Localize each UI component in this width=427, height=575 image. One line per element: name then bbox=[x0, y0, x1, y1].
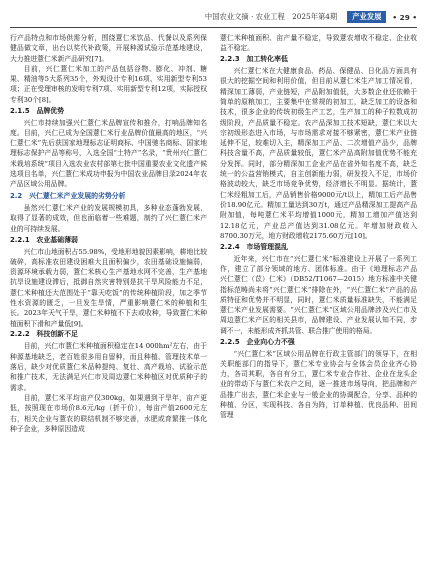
paragraph: 兴仁薏仁米在大健康食品、药品、保健品、日化品方面具有很大的挖掘空间和利用价值，但目前从薏仁米生产加工情况看，精深加工薄弱，产业链短，产品附加值低，大多数企业还依赖于简单的原粮加工，主要集中在常规的初加工，缺乏加工的设备和技术，很多企业的传统初级生产工艺，生产加工的种子粒数成初级阶段，产品质量不稳定。农产品深加工技术短缺，薏仁米以大宗初级形态进入市场，与市场需求对接不够紧密，薏仁米产业链延伸不足，较难切入主，精深加工产品、二次增值产品少，品牌科技含量不高，产品质量较低，薏仁米产品高附加值优势不能充分发挥。同时，部分精深加工企业产品在省外知名度不高，缺乏统一的公益营销模式，自主创新能力弱，研发投入不足，市场价格波动较大，缺乏市场竞争优势，经济增长不明显。据统计，薏仁米经粗加工后，产品销售价格9000元/t以上，精加工后产品售价18.90亿元。精加工量达到30万t，通过产品精深加工提高产品附加值，每吨薏仁米平均增值1000元，精加工增加产值达到12.18亿元，产业总产值达到31.08亿元。年增加财政收入8700.30万元，地方财政增收2175.60万元[10]。 bbox=[220, 67, 417, 240]
paragraph: 目前，兴仁薏仁米加工的产品包括谷物、膨化、冲剂、糖果、精油等5大系列35个，外观设计专利16项、实用新型专利53项；正在受理审核的发明专利7项、实用新型专利12项，实际授权专利30个[8]。 bbox=[10, 64, 207, 104]
paragraph: 兴仁市持续加强兴仁薏仁米品牌宣传和推介，打响品牌知名度。目前，兴仁已成为全国薏仁米行业品牌价值最高的地区，“兴仁薏仁米”先后获国家地理标志证明商标、中国驰名商标、国家地理标志保护产品等称号，入选全国“土特产”名录，“贵州兴仁薏仁米栽培系统”项目入选农业农村部第七批中国重要农业文化遗产候选项目名单，兴仁薏仁米成功申报为中国农业品牌目录2024年农产品区域公用品牌。 bbox=[10, 118, 207, 189]
article-body bbox=[10, 33, 424, 571]
subsection-heading: 2.2.4 市场管理混乱 bbox=[220, 242, 288, 251]
section-tag: 产业发展 bbox=[347, 11, 386, 23]
section-heading: 2.2 兴仁薏仁米产业发展的劣势分析 bbox=[10, 191, 126, 200]
page-number: • 29 • bbox=[392, 12, 417, 22]
subsection-heading: 2.2.2 科技创新不足 bbox=[10, 330, 78, 339]
running-header bbox=[10, 10, 417, 24]
paragraph: 行产品特点和市场供需分析，围绕薏仁米饮品、代餐以及系列保健品做文章，出台以奖代补政策，开展种源试验示范基地建设，大力推进薏仁米新产品研究[7]。 bbox=[10, 34, 207, 63]
paragraph: 兴仁市山地面积占55.98%，受地形地貌因素影响，耕地比较破碎，高标准农田建设困难大且面积偏少，农田基础设施偏弱，资源环境承载力弱，薏仁米核心生产基地水网不完善，生产基地抗旱设施建设滞后，抵御自然灾害特别是抗干旱风险能力不足，薏仁米种植还大范围处于“靠天吃饭”的传统种植阶段，加之季节性水资源的匮乏，一旦发生旱情，严重影响薏仁米的种植和生长。2023年天气干旱，薏仁米种植不下去或收种，导致薏仁米种植面积下滑和产量低[9]。 bbox=[10, 247, 207, 328]
right-column bbox=[220, 33, 424, 571]
subsection-heading: 2.1.5 品牌优势 bbox=[10, 106, 65, 115]
header-rule bbox=[10, 27, 417, 28]
subsection-heading: 2.2.1 农业基础薄弱 bbox=[10, 235, 78, 244]
left-column bbox=[10, 33, 207, 571]
paragraph: 近年来，兴仁市在“兴仁薏仁米”标准建设上开展了一系列工作，建立了部分领域的地方、团体标准。由于《地理标志产品 兴仁薏仁（苡）仁米》（DB52/T1067—2015）地方标准中关键指标范畴尚未将“兴仁薏仁米”排除在外，“兴仁薏仁米”产品的品质特征和优势并不明显，同时，薏仁米质量标准缺失，不能满足薏仁米产业发展需要。“兴仁薏仁米”区域公用品牌涉及兴仁市及周边薏仁米产区的相关县市，品牌建设、产业发展认知不同，步调不一，未能形成齐抓共管、联合推广使用的格局。 bbox=[220, 254, 424, 335]
subsection-heading: 2.2.5 企业向心力不强 bbox=[220, 337, 295, 346]
paragraph: 虽然兴仁薏仁米产业的发展规模初具，多种业态蓬勃发展，取得了显著的成效，但也面临着一些难题，制约了兴仁薏仁米产业的可持续发展。 bbox=[10, 204, 207, 233]
paragraph: 目前，兴仁市薏仁米种植面积稳定在14 000hm²左右，由于种源基地缺乏，老百姓很多用自留种，而且种植、管理技术单一落后，缺少对优质薏仁米品种提纯、复壮、高产栽培、试验示范和推广技术，无法满足兴仁市及周边薏仁米种植区对优质种子的需求。 bbox=[10, 342, 207, 392]
paragraph: 薏仁米种植面积、亩产量不稳定，导致薏农增收不稳定、企业收益不稳定。 bbox=[220, 34, 417, 53]
subsection-heading: 2.2.3 加工转化率低 bbox=[220, 55, 288, 64]
paragraph: “兴仁薏仁米”区域公用品牌在行政主管部门的领导下，在相关职能部门的指导下，薏仁米专业协会与全体会员企业齐心协力，各司其职，各自有分工，薏仁米专业合作社、企业在龙头企业的带动下与薏仁米农户之间，逐一推进市场导向，把品牌和产品推广出去，薏仁米企业与一般企业的协调配合，分享、品种的种植、分区，实现科技、各自为阵，订单种植、优良品种、田间管理 bbox=[220, 349, 417, 420]
paragraph: 目前，薏仁米平均亩产仅300kg，如果遇到干旱年，亩产更低，按照现在市场价8.6元/kg（折干价），每亩产值2600元左右，相关企业与薏农的联结机制不够完善，水肥或育繁推一体化种子企业，多种原因造成 bbox=[10, 393, 207, 433]
journal-title: 中国农业文摘 · 农业工程 2025年第4期 bbox=[204, 12, 338, 21]
